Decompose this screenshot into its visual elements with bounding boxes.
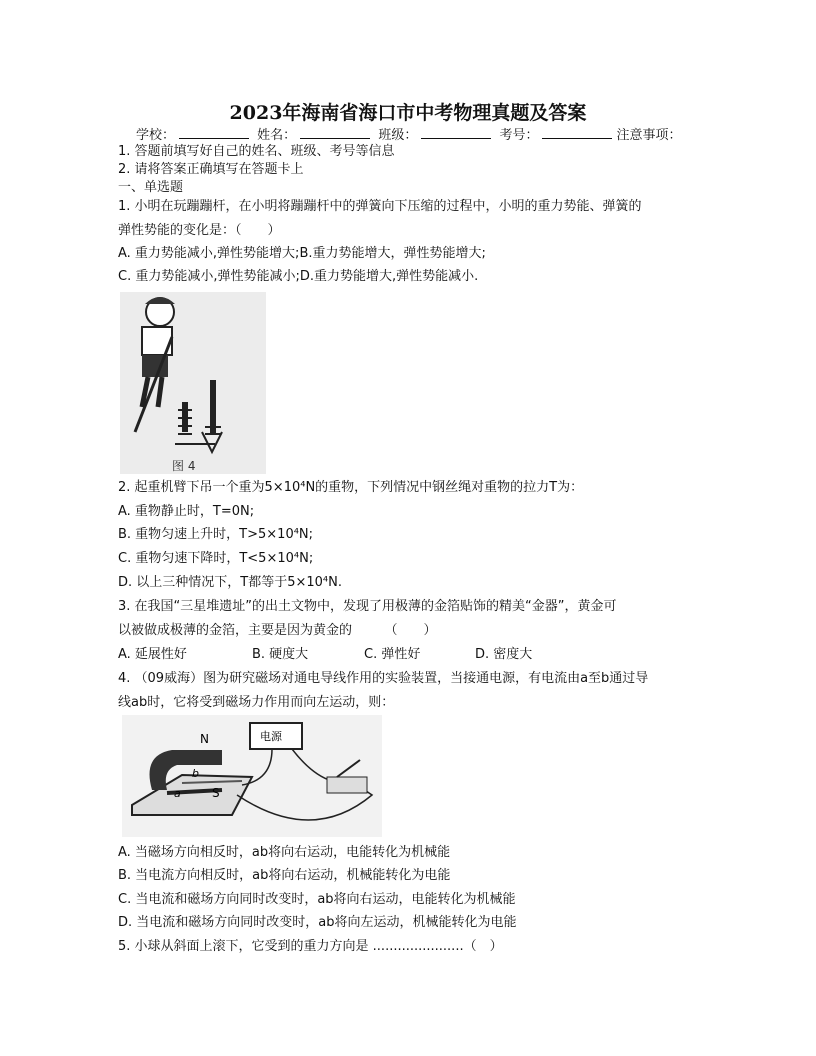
q3-stem-1: 3. 在我国“三星堆遗址”的出土文物中，发现了用极薄的金箔贴饰的精美“金器”，黄金可	[118, 599, 617, 614]
power-source-label: 电源	[260, 730, 282, 743]
class-blank[interactable]	[421, 126, 491, 139]
figure-caption: 图 4	[172, 459, 196, 473]
q5-stem: 5. 小球从斜面上滚下，它受到的重力方向是 ......................（ ）	[118, 939, 503, 954]
q2-option-b: B. 重物匀速上升时，T>5×10⁴N;	[118, 527, 314, 542]
class-label: 班级：	[378, 128, 418, 143]
q2-option-d: D. 以上三种情况下，T都等于5×10⁴N.	[118, 575, 342, 590]
q3-option-c: C. 弹性好	[364, 647, 421, 662]
wire-a-label: a	[174, 787, 181, 800]
notes-label: 注意事项：	[616, 128, 682, 143]
name-blank[interactable]	[300, 126, 370, 139]
wire-b-label: b	[192, 767, 199, 780]
name-label: 姓名：	[257, 128, 297, 143]
q1-options-cd: C. 重力势能减小,弹性势能减小;D.重力势能增大,弹性势能减小.	[118, 269, 479, 284]
q1-stem-1: 1. 小明在玩蹦蹦杆，在小明将蹦蹦杆中的弹簧向下压缩的过程中，小明的重力势能、弹簧的	[118, 199, 642, 214]
q2-stem: 2. 起重机臂下吊一个重为5×10⁴N的重物，下列情况中钢丝绳对重物的拉力T为：	[118, 480, 584, 495]
q4-option-b: B. 当电流方向相反时，ab将向右运动，机械能转化为电能	[118, 868, 451, 883]
q3-stem-2: 以被做成极薄的金箔，主要是因为黄金的 （ ）	[118, 623, 437, 638]
q4-option-a: A. 当磁场方向相反时，ab将向右运动，电能转化为机械能	[118, 845, 451, 860]
magnet-circuit-figure	[122, 715, 382, 837]
magnet-n-label: N	[200, 732, 209, 746]
page-title: 2023年海南省海口市中考物理真题及答案	[229, 102, 587, 124]
q2-option-c: C. 重物匀速下降时，T<5×10⁴N;	[118, 551, 314, 566]
school-label: 学校：	[136, 128, 176, 143]
q4-option-c: C. 当电流和磁场方向同时改变时，ab将向右运动，电能转化为机械能	[118, 892, 516, 907]
pogo-stick-figure	[120, 292, 266, 474]
q1-options-ab: A. 重力势能减小,弹性势能增大;B.重力势能增大，弹性势能增大;	[118, 246, 486, 261]
note-2: 2. 请将答案正确填写在答题卡上	[118, 162, 304, 177]
q4-option-d: D. 当电流和磁场方向同时改变时，ab将向左运动，机械能转化为电能	[118, 915, 517, 930]
q1-stem-2: 弹性势能的变化是：（ ）	[118, 223, 281, 238]
q4-stem-1: 4. （09威海）图为研究磁场对通电导线作用的实验装置，当接通电源，有电流由a至b通过导	[118, 671, 649, 686]
section-heading: 一、单选题	[118, 180, 184, 195]
number-label: 考号：	[499, 128, 539, 143]
q3-option-d: D. 密度大	[475, 647, 533, 662]
note-1: 1. 答题前填写好自己的姓名、班级、考号等信息	[118, 144, 395, 159]
magnet-s-label: S	[212, 786, 220, 800]
q4-stem-2: 线ab时，它将受到磁场力作用而向左运动，则：	[118, 695, 395, 710]
number-blank[interactable]	[542, 126, 612, 139]
q3-option-a: A. 延展性好	[118, 647, 187, 662]
info-line	[136, 126, 682, 144]
school-blank[interactable]	[179, 126, 249, 139]
q2-option-a: A. 重物静止时，T=0N;	[118, 504, 255, 519]
q3-option-b: B. 硬度大	[252, 647, 309, 662]
